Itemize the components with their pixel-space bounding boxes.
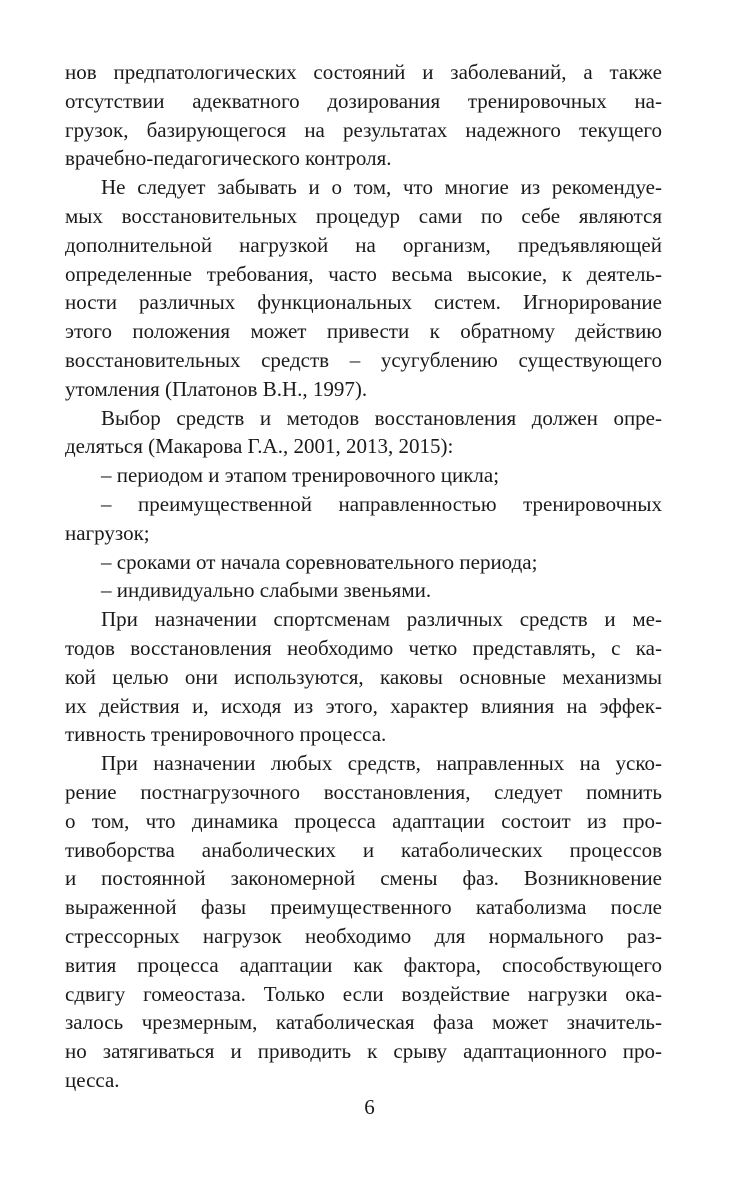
text-line: их действия и, исходя из этого, характер влияния на эффек- bbox=[65, 693, 662, 718]
text-line: тивоборства анаболических и катаболических процессов bbox=[65, 837, 662, 862]
paragraph-first-line: Не следует забывать и о том, что многие из рекомендуе- bbox=[101, 175, 662, 200]
text-line: залось чрезмерным, катаболическая фаза может значитель- bbox=[65, 1010, 662, 1035]
text-line: определенные требования, часто весьма высокие, к деятель- bbox=[65, 261, 662, 286]
text-line: этого положения может привести к обратному действию bbox=[65, 319, 662, 344]
text-line: стрессорных нагрузок необходимо для нормального раз- bbox=[65, 923, 662, 948]
text-line: восстановительных средств – усугублению существующего bbox=[65, 347, 662, 372]
text-line: сдвигу гомеостаза. Только если воздействие нагрузки ока- bbox=[65, 981, 662, 1006]
text-line: отсутствии адекватного дозирования тренировочных на- bbox=[65, 88, 662, 113]
text-line: тодов восстановления необходимо четко представлять, с ка- bbox=[65, 635, 662, 660]
list-item: – преимущественной направленностью тренировочных bbox=[101, 491, 662, 516]
page-number: 6 bbox=[364, 1095, 375, 1119]
paragraph-first-line: Выбор средств и методов восстановления должен опре- bbox=[101, 405, 662, 430]
text-line: вития процесса адаптации как фактора, способствующего bbox=[65, 952, 662, 977]
list-item: – индивидуально слабыми звеньями. bbox=[101, 578, 432, 603]
text-line: мых восстановительных процедур сами по себе являются bbox=[65, 203, 662, 228]
text-line: деляться (Макарова Г.А., 2001, 2013, 2015): bbox=[65, 434, 454, 459]
body-text bbox=[65, 58, 662, 1095]
list-item: – периодом и этапом тренировочного цикла; bbox=[101, 463, 500, 488]
text-line: грузок, базирующегося на результатах надежного текущего bbox=[65, 117, 662, 142]
text-line: о том, что динамика процесса адаптации состоит из про- bbox=[65, 808, 662, 833]
text-line: выраженной фазы преимущественного катаболизма после bbox=[65, 895, 662, 920]
text-line: ности различных функциональных систем. Игнорирование bbox=[65, 290, 662, 315]
text-line: врачебно-педагогического контроля. bbox=[65, 146, 392, 171]
text-line: цесса. bbox=[65, 1067, 120, 1092]
list-item-continuation: нагрузок; bbox=[65, 520, 150, 545]
text-line: но затягиваться и приводить к срыву адаптационного про- bbox=[65, 1039, 662, 1064]
text-line: нов предпатологических состояний и заболеваний, а также bbox=[65, 60, 662, 84]
paragraph-first-line: При назначении любых средств, направленных на уско- bbox=[101, 751, 662, 776]
text-line: и постоянной закономерной смены фаз. Возникновение bbox=[65, 866, 662, 891]
text-line: тивность тренировочного процесса. bbox=[65, 722, 387, 747]
text-line: дополнительной нагрузкой на организм, предъявляющей bbox=[65, 232, 662, 257]
paragraph-first-line: При назначении спортсменам различных средств и ме- bbox=[101, 607, 662, 632]
text-line: рение постнагрузочного восстановления, следует помнить bbox=[65, 779, 662, 804]
text-line: утомления (Платонов В.Н., 1997). bbox=[65, 376, 368, 401]
list-item: – сроками от начала соревновательного периода; bbox=[101, 549, 538, 574]
text-line: кой целью они используются, каковы основные механизмы bbox=[65, 664, 662, 689]
